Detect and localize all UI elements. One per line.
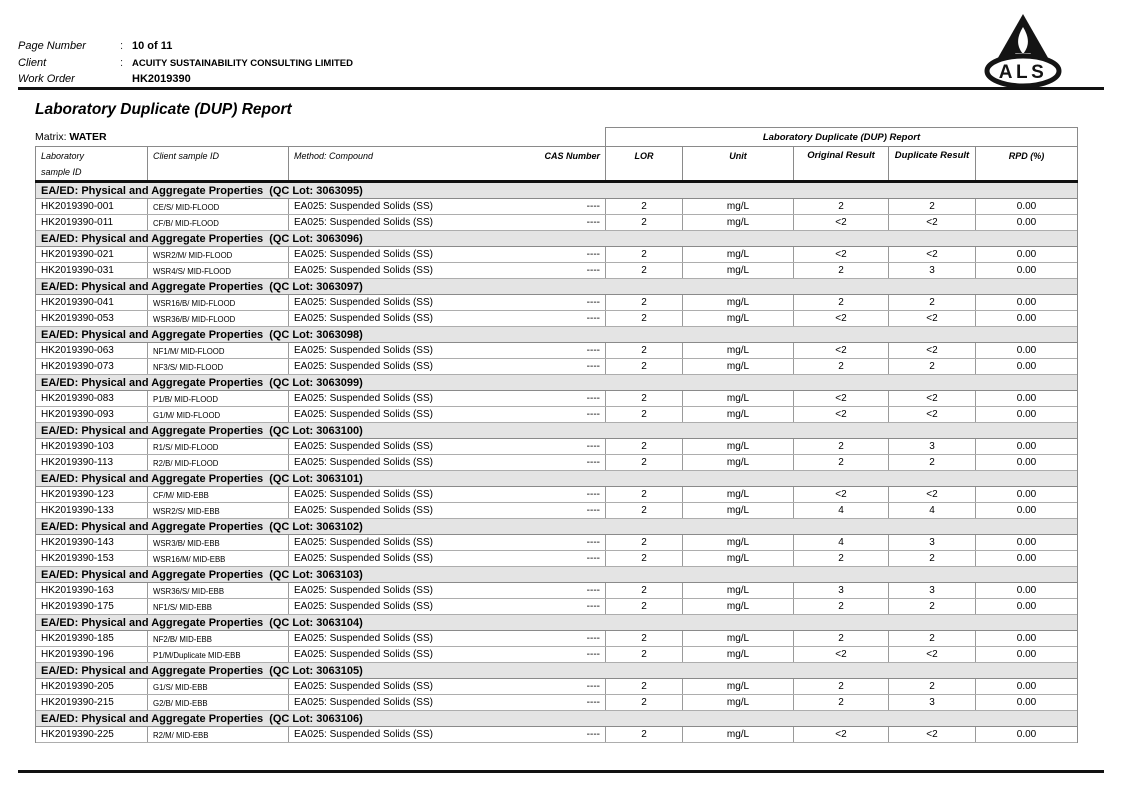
- cell-method: EA025: Suspended Solids (SS): [294, 601, 433, 612]
- cell-unit: mg/L: [683, 487, 794, 502]
- cell-lab-id: HK2019390-225: [36, 727, 148, 742]
- matrix-value: WATER: [69, 131, 107, 143]
- cell-rpd: 0.00: [1016, 249, 1037, 260]
- cell-lab-id: HK2019390-153: [36, 551, 148, 566]
- cell-cas-number: ----: [526, 455, 606, 470]
- cell-original-result: 2: [794, 263, 889, 278]
- col-rpd: RPD (%): [1008, 151, 1045, 161]
- section-header: EA/ED: Physical and Aggregate Properties (QC Lot: 3063098): [36, 327, 1077, 343]
- cell-unit: mg/L: [683, 311, 794, 326]
- cell-unit: mg/L: [683, 407, 794, 422]
- cell-lab-id: HK2019390-083: [36, 391, 148, 406]
- cell-duplicate-result: 2: [889, 199, 976, 214]
- cell-duplicate-result: 3: [889, 695, 976, 710]
- cell-cas-number: ----: [526, 679, 606, 694]
- cell-rpd: 0.00: [1016, 345, 1037, 356]
- cell-rpd: 0.00: [1016, 489, 1037, 500]
- cell-lor: 2: [606, 535, 683, 550]
- col-duplicate-result: Duplicate Result: [889, 147, 976, 180]
- table-row: [36, 311, 1077, 327]
- table-row: [36, 199, 1077, 215]
- cell-method: EA025: Suspended Solids (SS): [294, 265, 433, 276]
- cell-lor: 2: [606, 727, 683, 742]
- table-row: [36, 407, 1077, 423]
- table-row: [36, 343, 1077, 359]
- cell-unit: mg/L: [683, 263, 794, 278]
- section-header: EA/ED: Physical and Aggregate Properties (QC Lot: 3063105): [36, 663, 1077, 679]
- cell-original-result: 3: [794, 583, 889, 598]
- cell-duplicate-result: 2: [889, 295, 976, 310]
- cell-original-result: <2: [794, 727, 889, 742]
- col-unit: Unit: [683, 147, 794, 180]
- cell-unit: mg/L: [683, 343, 794, 358]
- table-row: [36, 439, 1077, 455]
- cell-unit: mg/L: [683, 247, 794, 262]
- section-header: EA/ED: Physical and Aggregate Properties (QC Lot: 3063095): [36, 183, 1077, 199]
- cell-client-id: NF3/S/ MID-FLOOD: [148, 359, 289, 374]
- cell-method: EA025: Suspended Solids (SS): [294, 457, 433, 468]
- cell-client-id: G1/M/ MID-FLOOD: [148, 407, 289, 422]
- cell-lor: 2: [606, 407, 683, 422]
- col-lor: LOR: [606, 147, 683, 180]
- cell-unit: mg/L: [683, 631, 794, 646]
- cell-cas-number: ----: [526, 551, 606, 566]
- work-order-label: Work Order: [18, 73, 75, 85]
- cell-cas-number: ----: [526, 503, 606, 518]
- col-cas-number: CAS Number: [526, 147, 606, 180]
- cell-client-id: R2/B/ MID-FLOOD: [148, 455, 289, 470]
- cell-client-id: WSR2/M/ MID-FLOOD: [148, 247, 289, 262]
- cell-lab-id: HK2019390-093: [36, 407, 148, 422]
- cell-lor: 2: [606, 583, 683, 598]
- cell-unit: mg/L: [683, 695, 794, 710]
- section-header: EA/ED: Physical and Aggregate Properties (QC Lot: 3063097): [36, 279, 1077, 295]
- cell-rpd: 0.00: [1016, 441, 1037, 452]
- cell-lor: 2: [606, 311, 683, 326]
- cell-cas-number: ----: [526, 487, 606, 502]
- cell-lab-id: HK2019390-196: [36, 647, 148, 662]
- cell-client-id: WSR4/S/ MID-FLOOD: [148, 263, 289, 278]
- cell-cas-number: ----: [526, 695, 606, 710]
- cell-lor: 2: [606, 631, 683, 646]
- cell-original-result: 2: [794, 359, 889, 374]
- cell-lab-id: HK2019390-031: [36, 263, 148, 278]
- cell-client-id: NF1/S/ MID-EBB: [148, 599, 289, 614]
- cell-unit: mg/L: [683, 199, 794, 214]
- cell-method: EA025: Suspended Solids (SS): [294, 505, 433, 516]
- matrix-line: [35, 131, 107, 143]
- cell-lab-id: HK2019390-113: [36, 455, 148, 470]
- cell-method: EA025: Suspended Solids (SS): [294, 729, 433, 740]
- cell-method: EA025: Suspended Solids (SS): [294, 361, 433, 372]
- cell-unit: mg/L: [683, 439, 794, 454]
- section-header: EA/ED: Physical and Aggregate Properties (QC Lot: 3063096): [36, 231, 1077, 247]
- cell-lor: 2: [606, 263, 683, 278]
- cell-original-result: 2: [794, 695, 889, 710]
- cell-original-result: 2: [794, 631, 889, 646]
- cell-lor: 2: [606, 647, 683, 662]
- cell-original-result: 2: [794, 439, 889, 454]
- table-column-header-row: [35, 146, 1078, 180]
- cell-cas-number: ----: [526, 391, 606, 406]
- table-row: [36, 455, 1077, 471]
- cell-duplicate-result: <2: [889, 311, 976, 326]
- table-row: [36, 535, 1077, 551]
- cell-lor: 2: [606, 247, 683, 262]
- cell-duplicate-result: 2: [889, 551, 976, 566]
- cell-rpd: 0.00: [1016, 265, 1037, 276]
- cell-lor: 2: [606, 551, 683, 566]
- cell-lor: 2: [606, 359, 683, 374]
- table-row: [36, 487, 1077, 503]
- cell-client-id: G1/S/ MID-EBB: [148, 679, 289, 694]
- cell-rpd: 0.00: [1016, 201, 1037, 212]
- cell-original-result: 4: [794, 503, 889, 518]
- cell-rpd: 0.00: [1016, 537, 1037, 548]
- cell-lor: 2: [606, 391, 683, 406]
- cell-client-id: CE/S/ MID-FLOOD: [148, 199, 289, 214]
- table-row: [36, 727, 1077, 743]
- cell-method: EA025: Suspended Solids (SS): [294, 345, 433, 356]
- cell-duplicate-result: 2: [889, 679, 976, 694]
- cell-unit: mg/L: [683, 359, 794, 374]
- cell-duplicate-result: 4: [889, 503, 976, 518]
- cell-method: EA025: Suspended Solids (SS): [294, 649, 433, 660]
- cell-method: EA025: Suspended Solids (SS): [294, 633, 433, 644]
- cell-lab-id: HK2019390-041: [36, 295, 148, 310]
- cell-lab-id: HK2019390-143: [36, 535, 148, 550]
- cell-rpd: 0.00: [1016, 585, 1037, 596]
- cell-method: EA025: Suspended Solids (SS): [294, 409, 433, 420]
- cell-lab-id: HK2019390-011: [36, 215, 148, 230]
- col-method-compound: Method: Compound: [294, 151, 374, 161]
- cell-lor: 2: [606, 199, 683, 214]
- cell-lor: 2: [606, 295, 683, 310]
- section-header: EA/ED: Physical and Aggregate Properties (QC Lot: 3063103): [36, 567, 1077, 583]
- cell-original-result: <2: [794, 247, 889, 262]
- cell-rpd: 0.00: [1016, 217, 1037, 228]
- cell-method: EA025: Suspended Solids (SS): [294, 249, 433, 260]
- cell-lor: 2: [606, 215, 683, 230]
- cell-rpd: 0.00: [1016, 457, 1037, 468]
- cell-duplicate-result: 3: [889, 583, 976, 598]
- cell-original-result: 2: [794, 679, 889, 694]
- cell-unit: mg/L: [683, 599, 794, 614]
- cell-rpd: 0.00: [1016, 601, 1037, 612]
- cell-original-result: 2: [794, 199, 889, 214]
- cell-cas-number: ----: [526, 295, 606, 310]
- svg-text:ALS: ALS: [998, 62, 1048, 83]
- section-header: EA/ED: Physical and Aggregate Properties (QC Lot: 3063100): [36, 423, 1077, 439]
- section-header: EA/ED: Physical and Aggregate Properties (QC Lot: 3063104): [36, 615, 1077, 631]
- cell-duplicate-result: 3: [889, 535, 976, 550]
- cell-unit: mg/L: [683, 215, 794, 230]
- section-header: EA/ED: Physical and Aggregate Properties (QC Lot: 3063102): [36, 519, 1077, 535]
- cell-original-result: <2: [794, 487, 889, 502]
- cell-method: EA025: Suspended Solids (SS): [294, 553, 433, 564]
- cell-client-id: WSR2/S/ MID-EBB: [148, 503, 289, 518]
- cell-client-id: R2/M/ MID-EBB: [148, 727, 289, 742]
- table-row: [36, 583, 1077, 599]
- cell-lor: 2: [606, 439, 683, 454]
- cell-method: EA025: Suspended Solids (SS): [294, 201, 433, 212]
- cell-unit: mg/L: [683, 295, 794, 310]
- cell-client-id: CF/M/ MID-EBB: [148, 487, 289, 502]
- cell-original-result: <2: [794, 215, 889, 230]
- cell-rpd: 0.00: [1016, 729, 1037, 740]
- cell-rpd: 0.00: [1016, 633, 1037, 644]
- cell-method: EA025: Suspended Solids (SS): [294, 697, 433, 708]
- cell-rpd: 0.00: [1016, 681, 1037, 692]
- cell-lab-id: HK2019390-163: [36, 583, 148, 598]
- cell-rpd: 0.00: [1016, 313, 1037, 324]
- cell-cas-number: ----: [526, 727, 606, 742]
- cell-method: EA025: Suspended Solids (SS): [294, 441, 433, 452]
- cell-client-id: CF/B/ MID-FLOOD: [148, 215, 289, 230]
- cell-unit: mg/L: [683, 583, 794, 598]
- als-flame-icon: [984, 12, 1062, 88]
- cell-lab-id: HK2019390-185: [36, 631, 148, 646]
- cell-client-id: P1/B/ MID-FLOOD: [148, 391, 289, 406]
- section-header: EA/ED: Physical and Aggregate Properties (QC Lot: 3063106): [36, 711, 1077, 727]
- cell-lab-id: HK2019390-123: [36, 487, 148, 502]
- cell-lor: 2: [606, 679, 683, 694]
- cell-lab-id: HK2019390-133: [36, 503, 148, 518]
- cell-lab-id: HK2019390-063: [36, 343, 148, 358]
- cell-client-id: NF2/B/ MID-EBB: [148, 631, 289, 646]
- cell-original-result: <2: [794, 647, 889, 662]
- cell-cas-number: ----: [526, 199, 606, 214]
- cell-method: EA025: Suspended Solids (SS): [294, 313, 433, 324]
- page-title: Laboratory Duplicate (DUP) Report: [35, 101, 292, 118]
- cell-duplicate-result: 2: [889, 631, 976, 646]
- table-row: [36, 359, 1077, 375]
- matrix-label: Matrix:: [35, 131, 70, 143]
- page-number-label: Page Number: [18, 40, 86, 52]
- cell-client-id: WSR36/S/ MID-EBB: [148, 583, 289, 598]
- cell-client-id: NF1/M/ MID-FLOOD: [148, 343, 289, 358]
- cell-rpd: 0.00: [1016, 649, 1037, 660]
- section-header: EA/ED: Physical and Aggregate Properties (QC Lot: 3063099): [36, 375, 1077, 391]
- cell-rpd: 0.00: [1016, 505, 1037, 516]
- cell-original-result: <2: [794, 343, 889, 358]
- table-row: [36, 391, 1077, 407]
- cell-method: EA025: Suspended Solids (SS): [294, 393, 433, 404]
- cell-original-result: 2: [794, 551, 889, 566]
- cell-lab-id: HK2019390-053: [36, 311, 148, 326]
- cell-original-result: <2: [794, 407, 889, 422]
- footer-divider: [18, 770, 1104, 773]
- cell-client-id: G2/B/ MID-EBB: [148, 695, 289, 710]
- col-original-result: Original Result: [794, 147, 889, 180]
- cell-lor: 2: [606, 343, 683, 358]
- cell-original-result: <2: [794, 391, 889, 406]
- table-row: [36, 263, 1077, 279]
- cell-lab-id: HK2019390-103: [36, 439, 148, 454]
- client-field: [18, 57, 353, 69]
- page-number-value: 10 of 11: [132, 40, 173, 52]
- cell-original-result: 4: [794, 535, 889, 550]
- cell-duplicate-result: <2: [889, 343, 976, 358]
- client-label: Client: [18, 57, 47, 69]
- cell-cas-number: ----: [526, 407, 606, 422]
- cell-cas-number: ----: [526, 247, 606, 262]
- separator: :: [120, 40, 124, 52]
- cell-original-result: <2: [794, 311, 889, 326]
- cell-duplicate-result: 3: [889, 263, 976, 278]
- table-row: [36, 247, 1077, 263]
- table-span-header: Laboratory Duplicate (DUP) Report: [605, 127, 1078, 147]
- table-row: [36, 647, 1077, 663]
- table-row: [36, 679, 1077, 695]
- table-body: [35, 183, 1078, 743]
- cell-rpd: 0.00: [1016, 297, 1037, 308]
- cell-cas-number: ----: [526, 359, 606, 374]
- cell-lab-id: HK2019390-215: [36, 695, 148, 710]
- cell-cas-number: ----: [526, 535, 606, 550]
- cell-duplicate-result: <2: [889, 247, 976, 262]
- cell-client-id: WSR16/M/ MID-EBB: [148, 551, 289, 566]
- cell-client-id: WSR36/B/ MID-FLOOD: [148, 311, 289, 326]
- cell-client-id: WSR3/B/ MID-EBB: [148, 535, 289, 550]
- cell-lab-id: HK2019390-175: [36, 599, 148, 614]
- cell-rpd: 0.00: [1016, 361, 1037, 372]
- cell-duplicate-result: <2: [889, 391, 976, 406]
- table-row: [36, 295, 1077, 311]
- cell-method: EA025: Suspended Solids (SS): [294, 217, 433, 228]
- cell-unit: mg/L: [683, 535, 794, 550]
- cell-original-result: 2: [794, 599, 889, 614]
- table-row: [36, 503, 1077, 519]
- cell-cas-number: ----: [526, 263, 606, 278]
- cell-lor: 2: [606, 455, 683, 470]
- cell-unit: mg/L: [683, 647, 794, 662]
- cell-method: EA025: Suspended Solids (SS): [294, 297, 433, 308]
- cell-rpd: 0.00: [1016, 697, 1037, 708]
- table-row: [36, 551, 1077, 567]
- cell-unit: mg/L: [683, 391, 794, 406]
- als-logo: [984, 12, 1062, 93]
- cell-rpd: 0.00: [1016, 553, 1037, 564]
- cell-cas-number: ----: [526, 343, 606, 358]
- cell-lab-id: HK2019390-021: [36, 247, 148, 262]
- table-row: [36, 631, 1077, 647]
- cell-client-id: R1/S/ MID-FLOOD: [148, 439, 289, 454]
- cell-original-result: 2: [794, 295, 889, 310]
- cell-client-id: WSR16/B/ MID-FLOOD: [148, 295, 289, 310]
- cell-duplicate-result: 3: [889, 439, 976, 454]
- cell-duplicate-result: <2: [889, 407, 976, 422]
- cell-lab-id: HK2019390-001: [36, 199, 148, 214]
- cell-duplicate-result: 2: [889, 359, 976, 374]
- page-number-field: [18, 40, 172, 52]
- cell-rpd: 0.00: [1016, 393, 1037, 404]
- cell-duplicate-result: 2: [889, 599, 976, 614]
- col-client-sample-id: Client sample ID: [148, 147, 289, 180]
- cell-original-result: 2: [794, 455, 889, 470]
- cell-client-id: P1/M/Duplicate MID-EBB: [148, 647, 289, 662]
- col-laboratory-sample-id: Laboratory sample ID: [36, 147, 148, 180]
- cell-rpd: 0.00: [1016, 409, 1037, 420]
- cell-cas-number: ----: [526, 583, 606, 598]
- cell-lor: 2: [606, 503, 683, 518]
- cell-method: EA025: Suspended Solids (SS): [294, 585, 433, 596]
- cell-duplicate-result: <2: [889, 215, 976, 230]
- cell-cas-number: ----: [526, 599, 606, 614]
- separator: :: [120, 57, 124, 69]
- table-row: [36, 215, 1077, 231]
- cell-method: EA025: Suspended Solids (SS): [294, 489, 433, 500]
- cell-unit: mg/L: [683, 455, 794, 470]
- cell-unit: mg/L: [683, 679, 794, 694]
- cell-unit: mg/L: [683, 727, 794, 742]
- cell-lab-id: HK2019390-205: [36, 679, 148, 694]
- cell-unit: mg/L: [683, 503, 794, 518]
- cell-duplicate-result: <2: [889, 727, 976, 742]
- cell-duplicate-result: <2: [889, 647, 976, 662]
- cell-method: EA025: Suspended Solids (SS): [294, 681, 433, 692]
- cell-cas-number: ----: [526, 215, 606, 230]
- work-order-value: HK2019390: [132, 73, 191, 85]
- cell-cas-number: ----: [526, 647, 606, 662]
- cell-lor: 2: [606, 695, 683, 710]
- cell-duplicate-result: 2: [889, 455, 976, 470]
- client-value: ACUITY SUSTAINABILITY CONSULTING LIMITED: [132, 58, 353, 69]
- table-row: [36, 695, 1077, 711]
- cell-cas-number: ----: [526, 311, 606, 326]
- cell-lor: 2: [606, 599, 683, 614]
- cell-unit: mg/L: [683, 551, 794, 566]
- work-order-field: [18, 73, 191, 85]
- header-divider: [18, 87, 1104, 90]
- cell-cas-number: ----: [526, 439, 606, 454]
- cell-method: EA025: Suspended Solids (SS): [294, 537, 433, 548]
- cell-cas-number: ----: [526, 631, 606, 646]
- cell-lab-id: HK2019390-073: [36, 359, 148, 374]
- cell-duplicate-result: <2: [889, 487, 976, 502]
- table-row: [36, 599, 1077, 615]
- cell-lor: 2: [606, 487, 683, 502]
- section-header: EA/ED: Physical and Aggregate Properties (QC Lot: 3063101): [36, 471, 1077, 487]
